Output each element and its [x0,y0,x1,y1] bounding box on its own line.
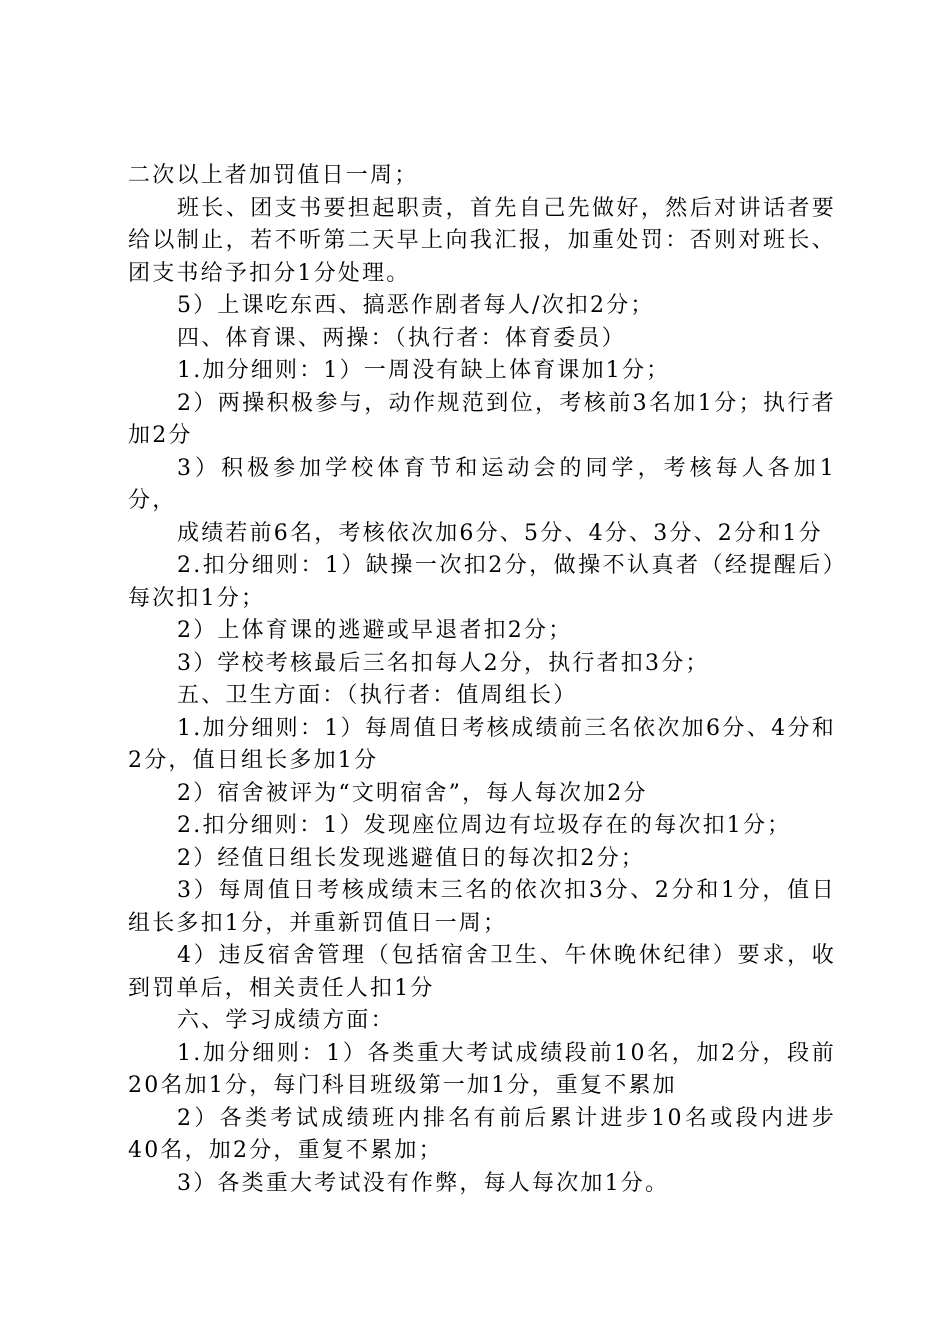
paragraph: 2）宿舍被评为“文明宿舍”，每人每次加2分 [177,780,648,806]
paragraph: 1.加分细则：1）每周值日考核成绩前三名依次加6分、4分和2分，值日组长多加1分 [128,715,836,773]
paragraph: 4）违反宿舍管理（包括宿舍卫生、午休晚休纪律）要求，收到罚单后，相关责任人扣1分 [128,943,836,1001]
section-heading: 六、学习成绩方面： [177,1008,395,1033]
paragraph: 2.扣分细则：1）缺操一次扣2分，做操不认真者（经提醒后）每次扣1分； [128,553,836,611]
paragraph: 2）经值日组长发现逃避值日的每次扣2分； [177,845,645,871]
paragraph: 3）每周值日考核成绩末三名的依次扣3分、2分和1分，值日组长多扣1分，并重新罚值日一周； [128,878,836,936]
paragraph: 成绩若前6名，考核依次加6分、5分、4分、3分、2分和1分 [177,520,823,546]
section-heading: 五、卫生方面：（执行者：值周组长） [177,683,578,708]
paragraph: 二次以上者加罚值日一周； [128,163,419,188]
paragraph: 班长、团支书要担起职责，首先自己先做好，然后对讲话者要给以制止，若不听第二天早上向我汇报，加重处罚：否则对班长、团支书给予扣分1分处理。 [128,195,836,286]
paragraph: 2）上体育课的逃避或早退者扣2分； [177,618,573,643]
paragraph: 3）学校考核最后三名扣每人2分，执行者扣3分； [177,650,710,676]
paragraph: 1.加分细则：1）一周没有缺上体育课加1分； [177,358,671,383]
paragraph: 1.加分细则：1）各类重大考试成绩段前10名，加2分，段前20名加1分，每门科目班级第一加1分，重复不累加 [128,1040,836,1098]
paragraph: 3）各类重大考试没有作弊，每人每次加1分。 [177,1170,670,1196]
paragraph: 2）两操积极参与，动作规范到位，考核前3名加1分；执行者加2分 [128,390,836,448]
section-heading: 四、体育课、两操：（执行者：体育委员） [177,325,626,351]
paragraph: 3）积极参加学校体育节和运动会的同学，考核每人各加1分， [128,455,836,513]
paragraph: 5）上课吃东西、搞恶作剧者每人/次扣2分； [177,293,655,318]
document-body [128,160,836,1200]
paragraph: 2.扣分细则：1）发现座位周边有垃圾存在的每次扣1分； [177,813,792,838]
paragraph: 2）各类考试成绩班内排名有前后累计进步10名或段内进步40名，加2分，重复不累加； [128,1105,836,1163]
